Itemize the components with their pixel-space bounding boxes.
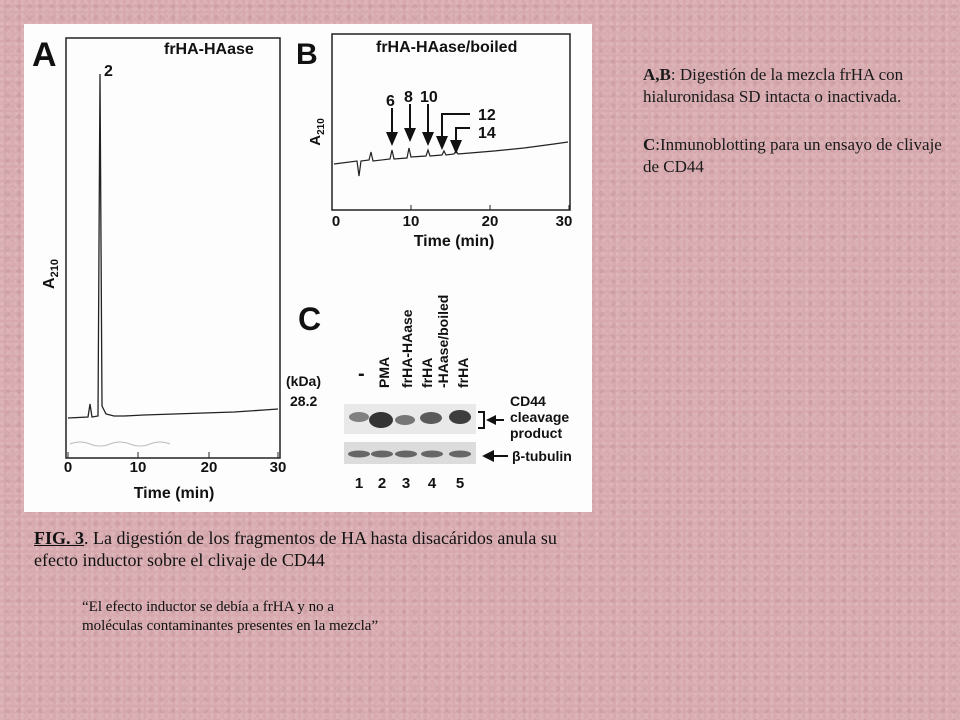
panel-c-letter: C [298,301,322,337]
panel-a-xtick: 30 [269,459,287,476]
quote-text: “El efecto inductor se debía a frHA y no a moléculas contaminantes presentes en la mezcla” [82,599,379,634]
panel-b-xlabel: Time (min) [413,233,495,250]
panel-c-lane-labels [358,295,471,388]
tubulin-label: β-tubulin [512,448,572,464]
panel-b-letter: B [296,38,318,71]
lane-number: 4 [427,475,437,492]
panel-b-xaxis [332,205,573,230]
panel-b-peak-label: 10 [420,89,438,106]
panel-a-peak-label: 2 [104,63,113,80]
note-ab: A,B: Digestión de la mezcla frHA con hialuronidasa SD intacta o inactivada. [643,65,904,106]
svg-text:A210: $A_{210}$ [41,259,61,289]
band-label: CD44 [510,393,546,409]
panel-a-xtick: 0 [63,459,73,476]
panel-a-letter: A [32,36,57,74]
panel-a-xlabel: Time (min) [133,485,215,502]
panel-b-peak-label: 8 [404,89,413,106]
panel-a-title: frHA-HAase [164,41,254,58]
panel-a-xtick: 10 [129,459,147,476]
side-notes [643,64,943,204]
panel-b-title: frHA-HAase/boiled [376,39,518,56]
marker-label: 28.2 [290,393,318,409]
lane-number: 2 [377,475,387,492]
lane-number: 3 [401,475,411,492]
panel-b-peak-label: 6 [386,93,395,110]
panel-b-xtick: 20 [481,213,499,230]
kda-label: (kDa) [286,373,322,389]
figure-caption [34,527,594,571]
lane-label: PMA [376,356,392,388]
band-label: cleavage [510,409,570,425]
note-c: C:Inmunoblotting para un ensayo de clivaje de CD44 [643,135,942,176]
panel-b-ylabel [307,118,327,146]
tubulin-bands [348,451,471,458]
figure-panel [24,24,592,512]
panel-b-frame [332,34,570,210]
panel-b-peak-label: 12 [478,107,496,124]
panel-b-xtick: 0 [331,213,341,230]
band-label: product [510,425,563,441]
svg-text:A210: $A_{210}$ [307,118,327,146]
cd44-bracket-arrow [478,412,504,428]
lane-number: 1 [354,475,364,492]
panel-b-arrows [386,104,470,154]
lane-label: frHA [455,357,471,388]
tubulin-arrow [482,450,508,462]
panel-a-ylabel [41,259,61,289]
panel-b-peak-label: 14 [478,125,496,142]
lane-number: 5 [455,475,465,492]
panel-b-trace [334,142,568,176]
lane-label: - [358,363,365,385]
panel-a-xtick: 20 [200,459,218,476]
caption-text: . La digestión de los fragmentos de HA hasta disacáridos anula su efecto inductor sobre el clivaje de CD44 [34,528,557,570]
lane-label: frHA-HAase [399,309,415,388]
panel-b-xtick: 30 [555,213,573,230]
panel-b-xtick: 10 [402,213,420,230]
panel-a-faint-trace [70,442,170,446]
panel-a-xaxis [64,452,287,476]
lane-numbers [355,475,464,492]
lane-label: -HAase/boiled [435,294,451,388]
panel-a-trace [68,74,278,418]
figure-label: FIG. 3 [34,528,85,548]
lane-label: frHA [419,357,435,388]
